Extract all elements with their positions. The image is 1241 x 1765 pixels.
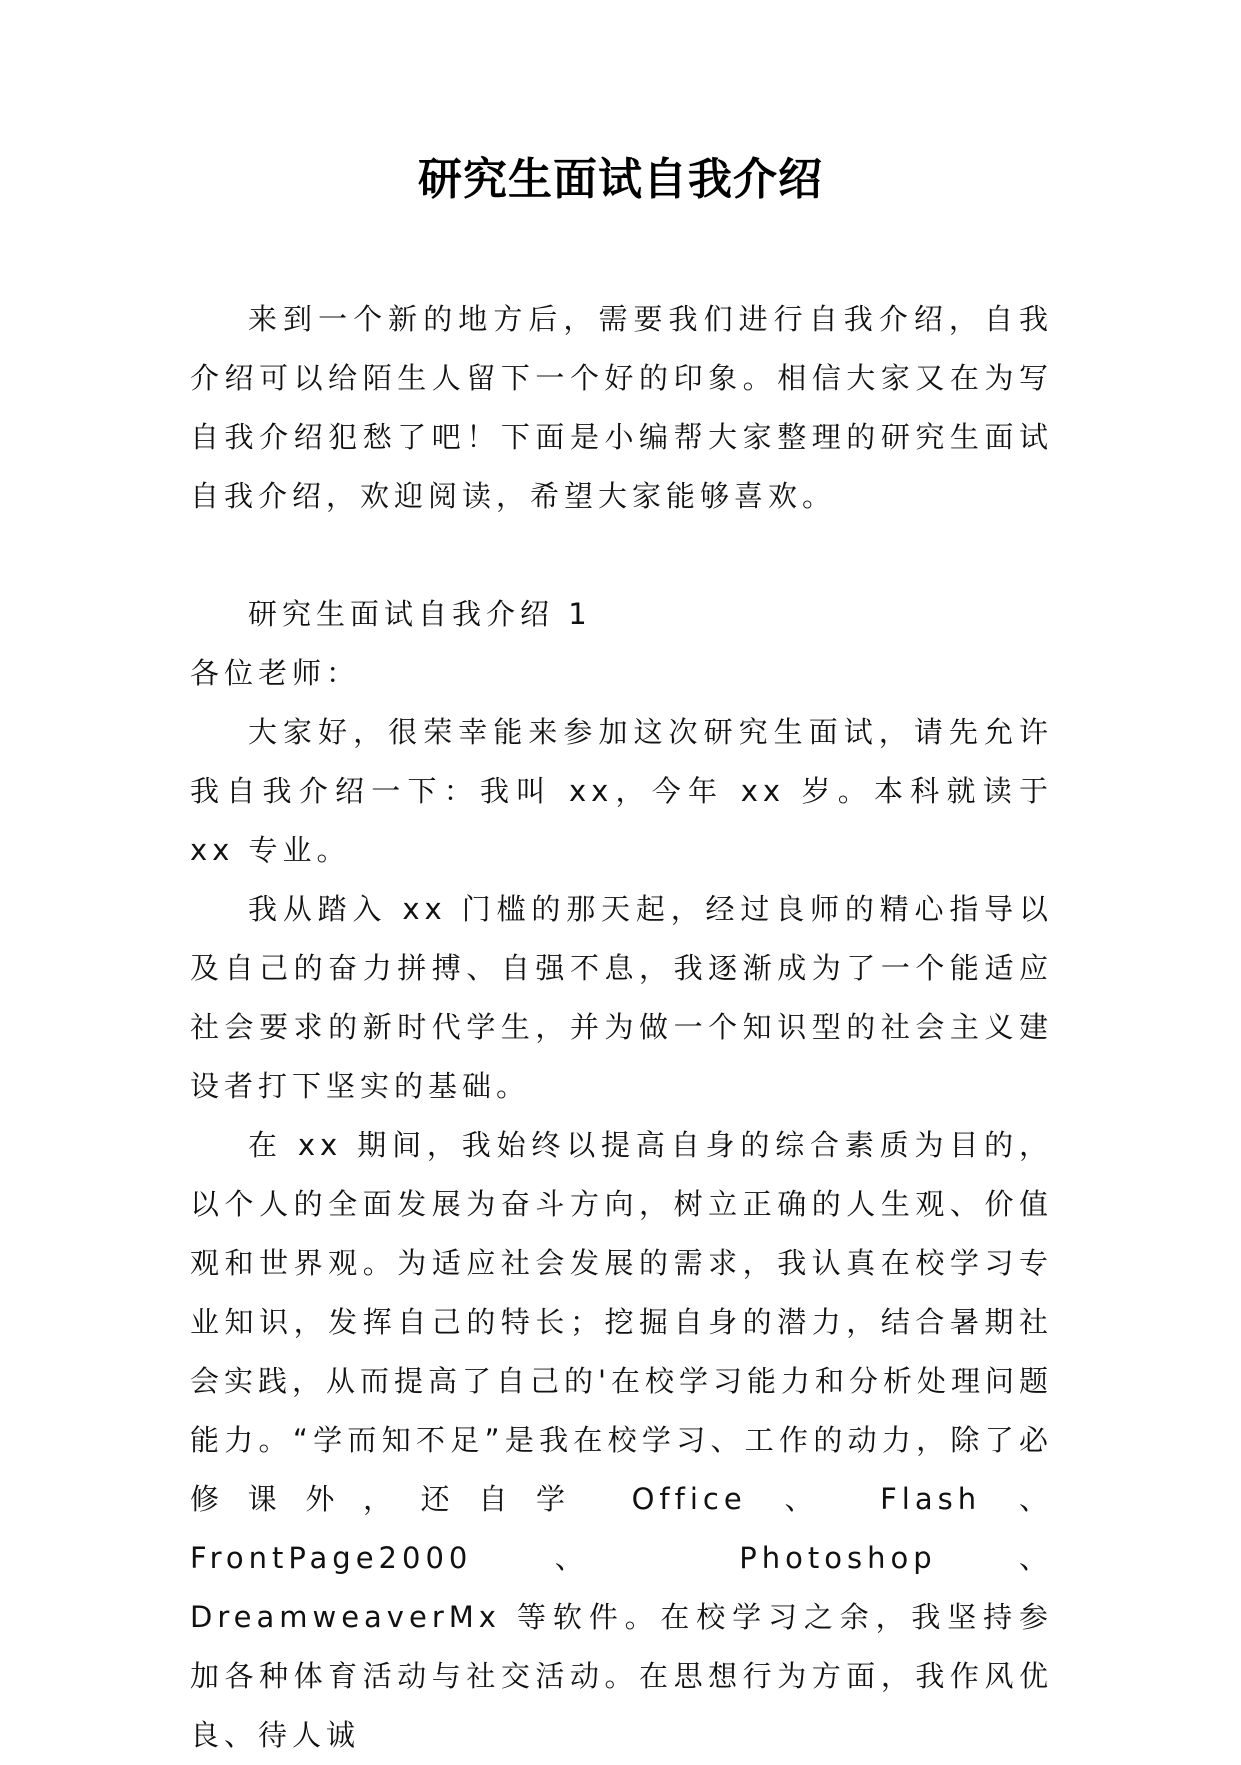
intro-paragraph: 来到一个新的地方后，需要我们进行自我介绍，自我介绍可以给陌生人留下一个好的印象。相信大家又在为写自我介绍犯愁了吧！下面是小编帮大家整理的研究生面试自我介绍，欢迎阅读，希望大家能够喜欢。 [190, 302, 1053, 513]
section-heading: 研究生面试自我介绍 1 [248, 597, 592, 631]
body-paragraph-3: 在 xx 期间，我始终以提高自身的综合素质为目的，以个人的全面发展为奋斗方向，树立正确的人生观、价值观和世界观。为适应社会发展的需求，我认真在校学习专业知识，发挥自己的特长；挖掘自身的潜力，结合暑期社会实践，从而提高了自己的'在校学习能力和分析处理问题能力。“学而知不足”是我在校学习、工作的动力，除了必修课外，还自学 Office 、 Flash 、 FrontPage2000 、 Photoshop 、 DreamweaverMx 等软件。在校学习之余，我坚持参加各种体育活动与社交活动。在思想行为方面，我作风优良、待人诚 [190, 1128, 1053, 1752]
document-body [190, 290, 1053, 1765]
document-title: 研究生面试自我介绍 [418, 154, 823, 205]
body-paragraph-1: 大家好，很荣幸能来参加这次研究生面试，请先允许我自我介绍一下：我叫 xx，今年 xx 岁。本科就读于 xx 专业。 [190, 715, 1053, 867]
body-paragraph-2: 我从踏入 xx 门槛的那天起，经过良师的精心指导以及自己的奋力拼搏、自强不息，我逐渐成为了一个能适应社会要求的新时代学生，并为做一个知识型的社会主义建设者打下坚实的基础。 [190, 892, 1053, 1103]
salutation: 各位老师： [190, 656, 361, 690]
paragraph-spacer [190, 526, 1053, 585]
